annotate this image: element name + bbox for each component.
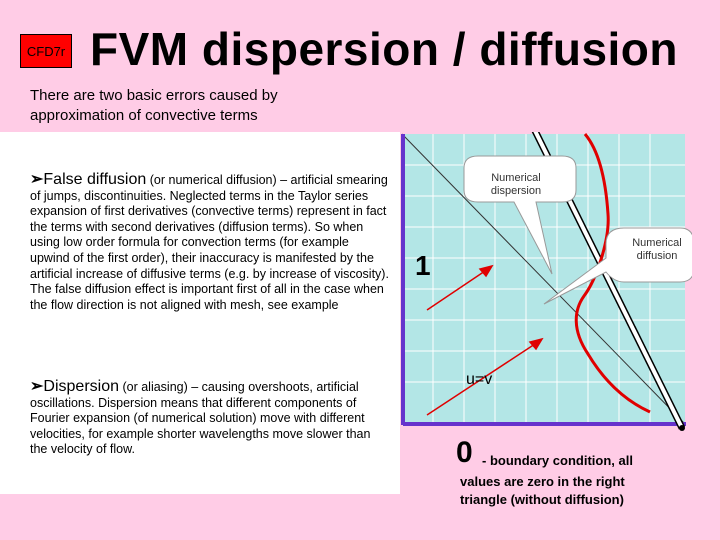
zero-value-label: 0 [456,436,473,469]
bullet-false-diffusion [30,172,390,313]
badge-label: CFD7r [26,43,66,59]
inlet-value-label: 1 [415,250,431,281]
intro-text: There are two basic errors caused by approximation of convective terms [30,87,278,124]
slide-badge [20,34,72,68]
slide-title: FVM dispersion / diffusion [90,23,678,75]
bullet-arrow-icon: ➢ [30,171,44,188]
boundary-condition-line2: values are zero in the right triangle (without diffusion) [460,474,625,507]
callout-diffusion-label: Numerical diffusion [632,237,682,262]
velocity-label: u=v [466,371,493,388]
bullet-arrow-icon: ➢ [30,378,44,395]
bullet-dispersion [30,379,382,458]
bullet-body: (or aliasing) – causing overshoots, artificial oscillations. Dispersion means that different components of Fourier expansion (of numerical solution) move with different velocities, for example shorter wavelengths move slower than the velocity of flow. [30,380,371,457]
boundary-condition-line1: - boundary condition, all [482,453,633,468]
bullet-heading: False diffusion [43,171,147,188]
callout-dispersion-label: Numerical dispersion [490,172,542,197]
bullet-heading: Dispersion [43,378,119,395]
line-end-dot [679,425,685,431]
bullet-body: (or numerical diffusion) – artificial smearing of jumps, discontinuities. Neglected terms in the Taylor series expansion of first derivatives (convective terms) represent in fact the terms with second derivatives (diffusion terms). So when using low order formula for convection terms (for example upwind of the first order), their inaccuracy is manifested by the artificial increase of diffusive terms (e.g. by increase of viscosity). The false diffusion effect is important first of all in the case when the flow direction is not aligned with mesh, see example [30,173,389,312]
